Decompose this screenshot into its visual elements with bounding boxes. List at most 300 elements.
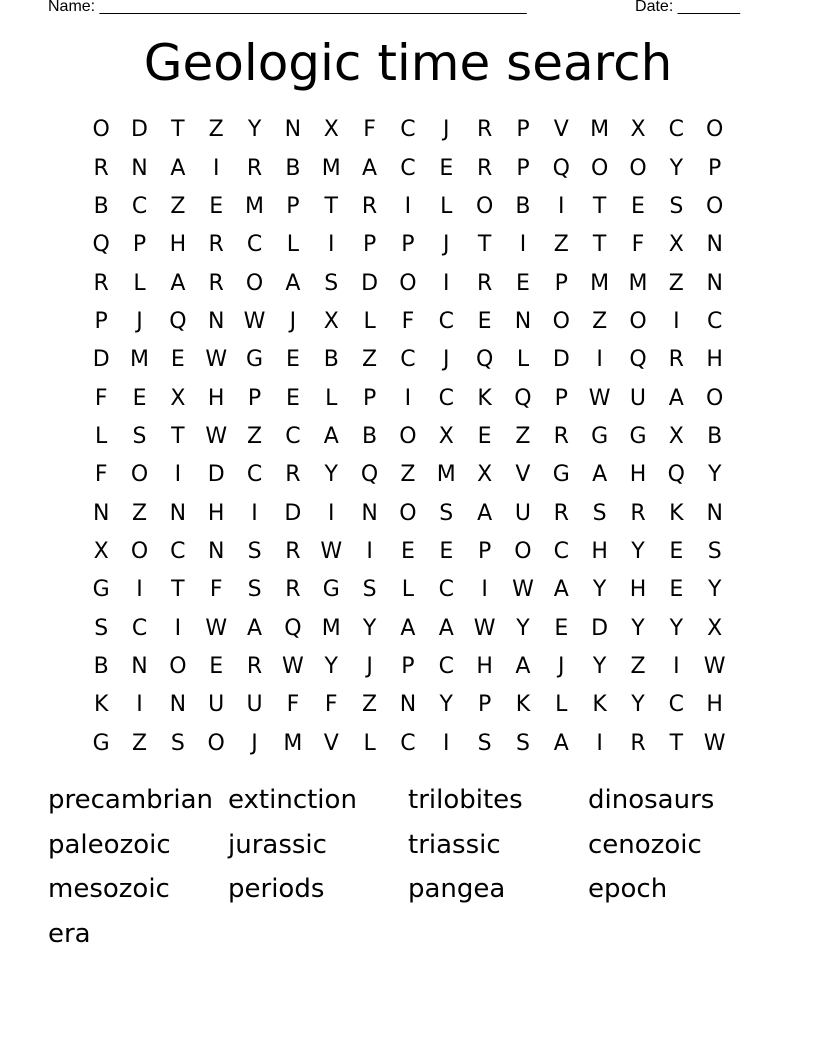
grid-letter[interactable]: W (243, 308, 266, 334)
grid-letter[interactable]: G (92, 577, 110, 603)
grid-letter[interactable]: O (629, 308, 647, 334)
grid-letter[interactable]: K (93, 692, 109, 718)
grid-letter[interactable]: W (703, 730, 726, 756)
grid-letter[interactable]: X (668, 232, 684, 258)
grid-letter[interactable]: Q (552, 155, 570, 181)
grid-letter[interactable]: P (554, 270, 568, 296)
grid-letter[interactable]: O (130, 538, 149, 564)
grid-letter[interactable]: E (516, 270, 530, 296)
grid-letter[interactable]: T (669, 730, 684, 756)
grid-letter[interactable]: R (285, 538, 301, 564)
grid-letter[interactable]: G (629, 423, 647, 449)
grid-letter[interactable]: A (362, 155, 378, 181)
grid-letter[interactable]: O (399, 500, 417, 526)
grid-letter[interactable]: Q (92, 232, 110, 258)
grid-letter[interactable]: N (131, 155, 148, 181)
grid-letter[interactable]: P (708, 155, 722, 181)
grid-letter[interactable]: Z (208, 117, 224, 143)
grid-letter[interactable]: Y (669, 155, 684, 181)
grid-letter[interactable]: R (361, 193, 378, 219)
grid-letter[interactable]: R (208, 270, 224, 296)
grid-letter[interactable]: A (515, 653, 531, 679)
grid-letter[interactable]: S (669, 193, 684, 219)
grid-letter[interactable]: Z (170, 193, 186, 219)
grid-letter[interactable]: P (516, 155, 530, 181)
grid-letter[interactable]: E (631, 193, 645, 219)
grid-letter[interactable]: P (554, 385, 568, 411)
grid-letter[interactable]: X (93, 538, 109, 564)
grid-letter[interactable]: N (361, 500, 378, 526)
grid-letter[interactable]: S (132, 423, 147, 449)
grid-letter[interactable]: D (207, 462, 225, 488)
grid-letter[interactable]: P (286, 193, 300, 219)
grid-letter[interactable]: I (443, 270, 450, 296)
grid-letter[interactable]: N (169, 500, 187, 526)
grid-letter[interactable]: I (174, 615, 182, 641)
letter-grid (82, 111, 734, 763)
grid-letter[interactable]: F (286, 692, 300, 718)
grid-letter[interactable]: J (443, 347, 450, 373)
grid-letter[interactable]: O (245, 270, 264, 296)
grid-letter[interactable]: F (631, 232, 645, 258)
grid-letter[interactable]: S (94, 615, 109, 641)
grid-letter[interactable]: C (668, 117, 685, 143)
grid-letter[interactable]: Y (516, 615, 530, 641)
grid-letter[interactable]: N (131, 653, 148, 679)
grid-letter[interactable]: I (212, 155, 220, 181)
grid-letter[interactable]: Q (629, 347, 647, 373)
grid-letter[interactable]: Q (360, 462, 379, 488)
grid-letter[interactable]: X (477, 462, 493, 488)
name-field[interactable]: Name: ________________________________________________ (48, 0, 527, 15)
word-list-item: jurassic (228, 829, 327, 860)
grid-letter[interactable]: H (706, 347, 723, 373)
grid-letter[interactable]: J (289, 308, 297, 334)
grid-letter[interactable]: M (590, 270, 610, 296)
grid-letter[interactable]: P (362, 232, 377, 258)
grid-letter[interactable]: I (673, 653, 680, 679)
grid-letter[interactable]: O (552, 308, 570, 334)
grid-letter[interactable]: I (404, 385, 412, 411)
grid-letter[interactable]: J (251, 730, 258, 756)
grid-letter[interactable]: G (92, 730, 110, 756)
grid-letter[interactable]: C (285, 423, 301, 449)
word-list-item: triassic (408, 829, 501, 860)
grid-letter[interactable]: E (209, 193, 224, 219)
word-list (48, 778, 768, 956)
grid-letter[interactable]: J (443, 117, 450, 143)
grid-letter[interactable]: Z (362, 347, 378, 373)
grid-letter[interactable]: M (436, 462, 456, 488)
grid-letter[interactable]: M (245, 193, 265, 219)
grid-letter[interactable]: I (596, 730, 603, 756)
grid-letter[interactable]: I (251, 500, 258, 526)
grid-letter[interactable]: V (553, 117, 569, 143)
grid-letter[interactable]: D (361, 270, 379, 296)
grid-letter[interactable]: W (588, 385, 611, 411)
grid-letter[interactable]: E (669, 577, 684, 603)
grid-letter[interactable]: S (170, 730, 185, 756)
grid-letter[interactable]: A (170, 155, 186, 181)
grid-letter[interactable]: C (438, 385, 454, 411)
grid-letter[interactable]: N (284, 117, 302, 143)
grid-letter[interactable]: C (400, 117, 416, 143)
grid-letter[interactable]: Y (324, 462, 338, 488)
grid-letter[interactable]: R (93, 155, 109, 181)
grid-letter[interactable]: Z (362, 692, 378, 718)
grid-letter[interactable]: N (169, 692, 187, 718)
grid-letter[interactable]: Q (667, 462, 685, 488)
grid-letter[interactable]: C (438, 653, 454, 679)
grid-letter[interactable]: Q (169, 308, 187, 334)
date-field[interactable]: Date: _______ (635, 0, 740, 15)
grid-letter[interactable]: X (323, 117, 339, 143)
grid-letter[interactable]: A (553, 730, 569, 756)
grid-letter[interactable]: Y (439, 692, 453, 718)
grid-letter[interactable]: Y (707, 577, 722, 603)
grid-letter[interactable]: A (247, 615, 263, 641)
grid-letter[interactable]: L (516, 347, 530, 373)
grid-letter[interactable]: N (706, 232, 723, 258)
grid-letter[interactable]: R (93, 270, 109, 296)
grid-letter[interactable]: E (669, 538, 684, 564)
grid-letter[interactable]: O (92, 117, 110, 143)
grid-letter[interactable]: P (516, 117, 530, 143)
grid-letter[interactable]: U (246, 692, 263, 718)
grid-letter[interactable]: I (443, 730, 450, 756)
grid-letter[interactable]: Y (592, 577, 607, 603)
grid-letter[interactable]: T (592, 232, 607, 258)
grid-letter[interactable]: R (553, 500, 569, 526)
grid-letter[interactable]: I (404, 193, 412, 219)
grid-letter[interactable]: R (668, 347, 684, 373)
grid-letter[interactable]: I (366, 538, 373, 564)
grid-letter[interactable]: U (514, 500, 531, 526)
grid-letter[interactable]: L (401, 577, 415, 603)
grid-letter[interactable]: L (133, 270, 146, 296)
grid-letter[interactable]: F (209, 577, 223, 603)
grid-letter[interactable]: Q (475, 347, 494, 373)
grid-letter[interactable]: I (174, 462, 182, 488)
grid-letter[interactable]: Y (669, 615, 684, 641)
grid-letter[interactable]: T (171, 577, 185, 603)
grid-letter[interactable]: T (171, 423, 185, 449)
grid-letter[interactable]: W (205, 347, 228, 373)
grid-letter[interactable]: W (703, 653, 726, 679)
grid-letter[interactable]: L (363, 308, 376, 334)
grid-letter[interactable]: X (668, 423, 684, 449)
grid-letter[interactable]: K (515, 692, 531, 718)
grid-letter[interactable]: J (366, 653, 373, 679)
grid-letter[interactable]: E (132, 385, 147, 411)
word-list-item: trilobites (408, 785, 523, 815)
grid-letter[interactable]: D (92, 347, 110, 373)
grid-letter[interactable]: O (399, 270, 417, 296)
grid-letter[interactable]: E (400, 538, 415, 564)
grid-letter[interactable]: X (707, 615, 723, 641)
grid-letter[interactable]: A (285, 270, 301, 296)
grid-letter[interactable]: M (628, 270, 648, 296)
grid-letter[interactable]: Z (131, 730, 148, 756)
grid-letter[interactable]: B (515, 193, 531, 219)
grid-letter[interactable]: A (477, 500, 493, 526)
grid-letter[interactable]: O (706, 193, 724, 219)
grid-letter[interactable]: H (591, 538, 608, 564)
word-list-item: epoch (588, 874, 668, 904)
grid-letter[interactable]: R (246, 155, 263, 181)
grid-letter[interactable]: J (443, 232, 450, 258)
grid-letter[interactable]: A (553, 577, 569, 603)
grid-letter[interactable]: N (399, 692, 417, 718)
grid-letter[interactable]: A (400, 615, 416, 641)
grid-letter[interactable]: C (438, 308, 454, 334)
grid-letter[interactable]: Y (631, 538, 645, 564)
grid-letter[interactable]: E (554, 615, 569, 641)
grid-letter[interactable]: P (401, 653, 415, 679)
grid-letter[interactable]: I (519, 232, 527, 258)
grid-letter[interactable]: I (327, 232, 335, 258)
grid-letter[interactable]: O (706, 385, 724, 411)
grid-letter[interactable]: R (553, 423, 569, 449)
grid-letter[interactable]: L (286, 232, 300, 258)
grid-letter[interactable]: P (247, 385, 262, 411)
grid-letter[interactable]: W (473, 615, 496, 641)
grid-letter[interactable]: M (283, 730, 303, 756)
grid-letter[interactable]: Z (553, 232, 569, 258)
grid-letter[interactable]: K (477, 385, 492, 411)
grid-row (82, 188, 734, 226)
grid-letter[interactable]: W (205, 615, 228, 641)
grid-letter[interactable]: Z (630, 653, 646, 679)
grid-letter[interactable]: O (130, 462, 149, 488)
grid-letter[interactable]: N (514, 308, 532, 334)
grid-letter[interactable]: S (592, 500, 607, 526)
grid-letter[interactable]: L (440, 193, 453, 219)
grid-letter[interactable]: H (169, 232, 187, 258)
grid-letter[interactable]: O (475, 193, 494, 219)
grid-letter[interactable]: Y (592, 653, 607, 679)
grid-letter[interactable]: F (363, 117, 376, 143)
grid-letter[interactable]: B (93, 653, 109, 679)
grid-letter[interactable]: F (94, 385, 108, 411)
grid-letter[interactable]: P (477, 692, 492, 718)
grid-letter[interactable]: S (439, 500, 454, 526)
grid-letter[interactable]: P (94, 308, 108, 334)
grid-letter[interactable]: W (512, 577, 534, 603)
grid-letter[interactable]: N (706, 500, 723, 526)
grid-letter[interactable]: S (707, 538, 722, 564)
grid-letter[interactable]: E (285, 385, 300, 411)
grid-letter[interactable]: C (706, 308, 723, 334)
grid-letter[interactable]: H (629, 462, 647, 488)
grid-letter[interactable]: R (476, 117, 493, 143)
grid-letter[interactable]: S (477, 730, 492, 756)
grid-letter[interactable]: R (285, 462, 301, 488)
grid-letter[interactable]: Z (131, 500, 148, 526)
grid-letter[interactable]: B (285, 155, 301, 181)
grid-letter[interactable]: E (285, 347, 300, 373)
grid-letter[interactable]: R (476, 270, 493, 296)
grid-letter[interactable]: P (477, 538, 492, 564)
grid-letter[interactable]: N (706, 270, 723, 296)
grid-letter[interactable]: A (323, 423, 339, 449)
grid-letter[interactable]: C (400, 347, 416, 373)
grid-letter[interactable]: W (320, 538, 343, 564)
grid-letter[interactable]: V (323, 730, 339, 756)
grid-letter[interactable]: S (247, 538, 262, 564)
grid-letter[interactable]: R (208, 232, 224, 258)
grid-letter[interactable]: R (630, 730, 646, 756)
grid-letter[interactable]: M (590, 117, 610, 143)
grid-letter[interactable]: C (170, 538, 186, 564)
grid-letter[interactable]: U (629, 385, 647, 411)
grid-letter[interactable]: I (327, 500, 335, 526)
grid-letter[interactable]: G (246, 347, 264, 373)
grid-letter[interactable]: B (362, 423, 378, 449)
grid-letter[interactable]: R (476, 155, 493, 181)
grid-letter[interactable]: C (438, 577, 454, 603)
grid-letter[interactable]: L (95, 423, 108, 449)
grid-letter[interactable]: S (324, 270, 339, 296)
grid-letter[interactable]: G (591, 423, 609, 449)
grid-letter[interactable]: B (707, 423, 723, 449)
grid-letter[interactable]: H (207, 500, 225, 526)
grid-letter[interactable]: E (439, 155, 454, 181)
grid-letter[interactable]: F (94, 462, 108, 488)
grid-letter[interactable]: W (282, 653, 304, 679)
grid-letter[interactable]: N (92, 500, 110, 526)
grid-letter[interactable]: A (438, 615, 454, 641)
grid-letter[interactable]: Z (592, 308, 608, 334)
grid-letter[interactable]: H (706, 692, 723, 718)
grid-letter[interactable]: F (401, 308, 415, 334)
grid-letter[interactable]: C (131, 193, 148, 219)
grid-letter[interactable]: E (477, 423, 492, 449)
grid-letter[interactable]: H (629, 577, 647, 603)
grid-letter[interactable]: D (591, 615, 609, 641)
grid-letter[interactable]: C (246, 232, 263, 258)
grid-letter[interactable]: R (285, 577, 301, 603)
grid-letter[interactable]: E (477, 308, 492, 334)
grid-letter[interactable]: K (592, 692, 607, 718)
grid-letter[interactable]: E (439, 538, 454, 564)
grid-letter[interactable]: T (324, 193, 338, 219)
grid-letter[interactable]: S (515, 730, 530, 756)
grid-letter[interactable]: I (558, 193, 565, 219)
grid-letter[interactable]: S (247, 577, 262, 603)
grid-letter[interactable]: O (706, 117, 724, 143)
grid-letter[interactable]: O (629, 155, 647, 181)
grid-letter[interactable]: W (205, 423, 228, 449)
grid-letter[interactable]: I (673, 308, 680, 334)
grid-letter[interactable]: T (171, 117, 185, 143)
grid-letter[interactable]: X (323, 308, 339, 334)
grid-letter[interactable]: G (552, 462, 570, 488)
grid-letter[interactable]: J (558, 653, 565, 679)
grid-letter[interactable]: Q (514, 385, 532, 411)
grid-letter[interactable]: B (323, 347, 339, 373)
grid-letter[interactable]: X (170, 385, 186, 411)
grid-letter[interactable]: C (553, 538, 569, 564)
grid-letter[interactable]: H (476, 653, 493, 679)
grid-letter[interactable]: V (515, 462, 531, 488)
grid-letter[interactable]: A (668, 385, 684, 411)
grid-letter[interactable]: O (169, 653, 187, 679)
grid-letter[interactable]: L (555, 692, 568, 718)
grid-letter[interactable]: T (477, 232, 492, 258)
grid-letter[interactable]: Z (400, 462, 416, 488)
grid-letter[interactable]: M (321, 615, 341, 641)
grid-letter[interactable]: C (400, 730, 416, 756)
grid-letter[interactable]: Z (247, 423, 263, 449)
grid-letter[interactable]: M (130, 347, 149, 373)
grid-letter[interactable]: Q (284, 615, 302, 641)
grid-letter[interactable]: S (362, 577, 377, 603)
grid-letter[interactable]: Y (362, 615, 377, 641)
grid-letter[interactable]: Y (247, 117, 262, 143)
grid-letter[interactable]: N (207, 308, 225, 334)
grid-letter[interactable]: T (592, 193, 607, 219)
grid-letter[interactable]: Y (707, 462, 722, 488)
grid-letter[interactable]: C (246, 462, 263, 488)
grid-letter[interactable]: I (596, 347, 603, 373)
grid-letter[interactable]: R (246, 653, 263, 679)
grid-letter[interactable]: I (136, 692, 143, 718)
grid-letter[interactable]: L (363, 730, 376, 756)
grid-letter[interactable]: O (399, 423, 417, 449)
grid-letter[interactable]: I (136, 577, 143, 603)
grid-letter[interactable]: C (400, 155, 416, 181)
grid-letter[interactable]: G (322, 577, 340, 603)
grid-letter[interactable]: B (93, 193, 109, 219)
grid-letter[interactable]: E (209, 653, 224, 679)
grid-letter[interactable]: A (170, 270, 186, 296)
grid-letter[interactable]: P (362, 385, 377, 411)
grid-letter[interactable]: C (131, 615, 148, 641)
grid-letter[interactable]: O (590, 155, 609, 181)
grid-letter[interactable]: M (321, 155, 341, 181)
grid-letter[interactable]: X (630, 117, 646, 143)
grid-letter[interactable]: X (438, 423, 454, 449)
grid-letter[interactable]: U (208, 692, 225, 718)
grid-letter[interactable]: E (170, 347, 185, 373)
grid-letter[interactable]: P (132, 232, 147, 258)
grid-letter[interactable]: K (669, 500, 684, 526)
grid-letter[interactable]: O (514, 538, 532, 564)
grid-letter[interactable]: F (324, 692, 338, 718)
grid-letter[interactable]: D (131, 117, 148, 143)
grid-letter[interactable]: Y (324, 653, 338, 679)
grid-letter[interactable]: Z (515, 423, 531, 449)
grid-letter[interactable]: L (325, 385, 338, 411)
grid-letter[interactable]: Y (631, 692, 645, 718)
grid-letter[interactable]: R (630, 500, 646, 526)
grid-letter[interactable]: D (284, 500, 302, 526)
grid-letter[interactable]: C (668, 692, 685, 718)
grid-letter[interactable]: D (552, 347, 570, 373)
grid-letter[interactable]: Z (668, 270, 684, 296)
grid-letter[interactable]: Y (631, 615, 645, 641)
grid-letter[interactable]: J (136, 308, 143, 334)
grid-letter[interactable]: O (207, 730, 225, 756)
grid-letter[interactable]: A (592, 462, 608, 488)
grid-row (82, 494, 734, 532)
grid-letter[interactable]: P (401, 232, 415, 258)
grid-letter[interactable]: I (481, 577, 488, 603)
grid-letter[interactable]: H (207, 385, 225, 411)
grid-letter[interactable]: N (207, 538, 225, 564)
word-list-item: periods (228, 874, 325, 904)
